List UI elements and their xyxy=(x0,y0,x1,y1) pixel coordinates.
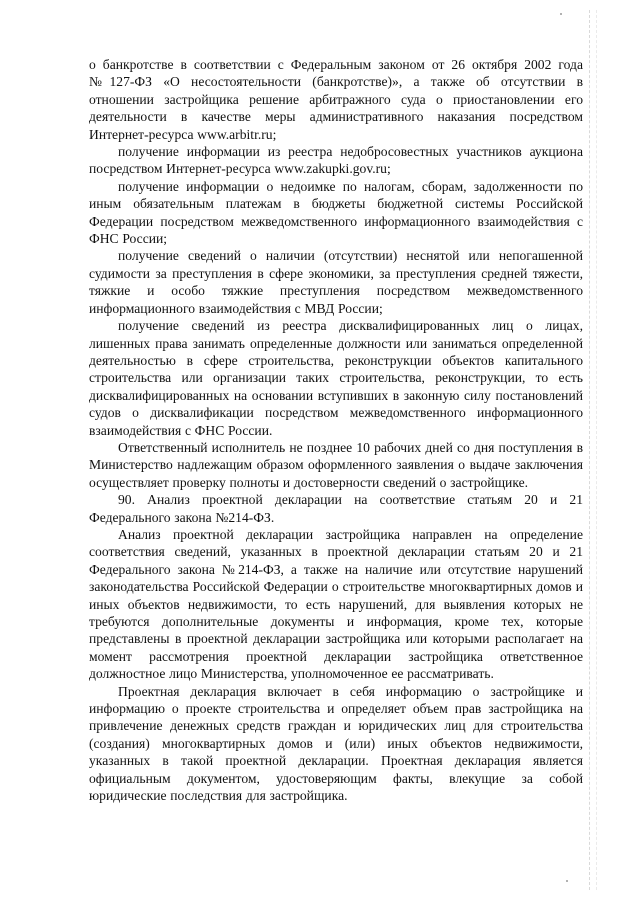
paragraph-unfair-participants: получение информации из реестра недобросовестных участников аукциона посредством Интернет-ресурса www.zakupki.gov.ru; xyxy=(89,144,583,177)
scan-artifact-line xyxy=(596,10,597,890)
scan-artifact-line xyxy=(589,10,590,890)
section-heading-90: 90. Анализ проектной декларации на соответствие статьям 20 и 21 Федерального закона №214-ФЗ. xyxy=(89,492,583,525)
paragraph-disqualified-persons: получение сведений из реестра дисквалифицированных лиц о лицах, лишенных права занимать определенные должности или заниматься определенной деятельностью в сфере строительства, реконструкции объектов капитального строительства или организации таких строительства, реконструкции, то есть дисквалифицированных на основании вступивших в законную силу постановлений судов о дисквалификации посредством межведомственного информационного взаимодействия с ФНС России. xyxy=(89,318,583,438)
paragraph-criminal-record: получение сведений о наличии (отсутствии) неснятой или непогашенной судимости за преступления в сфере экономики, за преступления средней тяжести, тяжкие и особо тяжкие преступления посредством межведомственного информационного взаимодействия с МВД России; xyxy=(89,248,583,316)
paragraph-tax-arrears: получение информации о недоимке по налогам, сборам, задолженности по иным обязательным платежам в бюджеты бюджетной системы Российской Федерации посредством межведомственного информационного взаимодействия с ФНС России; xyxy=(89,178,583,247)
paragraph-declaration-content: Проектная декларация включает в себя информацию о застройщике и информацию о проекте строительства и определяет объем прав застройщика на привлечение денежных средств граждан и юридических лиц для строительства (создания) многоквартирных домов и (или) иных объектов недвижимости, указанных в такой проектной декларации. Проектная декларация является официальным документом, удостоверяющим факты, влекущие за собой юридические последствия для застройщика. xyxy=(89,683,583,804)
paragraph-declaration-analysis: Анализ проектной декларации застройщика направлен на определение соответствия сведений, указанных в проектной декларации статьям 20 и 21 Федерального закона №214-ФЗ, а также на наличие или отсутствие нарушений законодательства Российской Федерации о строительстве многоквартирных домов и иных объектов недвижимости, то есть нарушений, для выявления которых не требуются дополнительные документы и информация, кроме тех, которые представлены в проектной декларации застройщика или которыми располагает на момент рассмотрения проектной декларации застройщика ответственное должностное лицо Министерства, уполномоченное ее рассматривать. xyxy=(89,526,583,682)
paragraph-bankruptcy-check: о банкротстве в соответствии с Федеральным законом от 26 октября 2002 года №127-ФЗ «О несостоятельности (банкротстве)», а также об отсутствии в отношении застройщика решение арбитражного суда о приостановлении его деятельности в качестве меры административного наказания посредством Интернет-ресурса www.arbitr.ru; xyxy=(89,57,583,142)
scan-artifact-dot xyxy=(566,880,568,882)
paragraph-verification-deadline: Ответственный исполнитель не позднее 10 рабочих дней со дня поступления в Министерство надлежащим образом оформленного заявления о выдаче заключения осуществляет проверку полноты и достоверности сведений о застройщике. xyxy=(89,439,583,490)
document-body xyxy=(89,56,583,804)
scan-artifact-dot xyxy=(560,13,562,15)
